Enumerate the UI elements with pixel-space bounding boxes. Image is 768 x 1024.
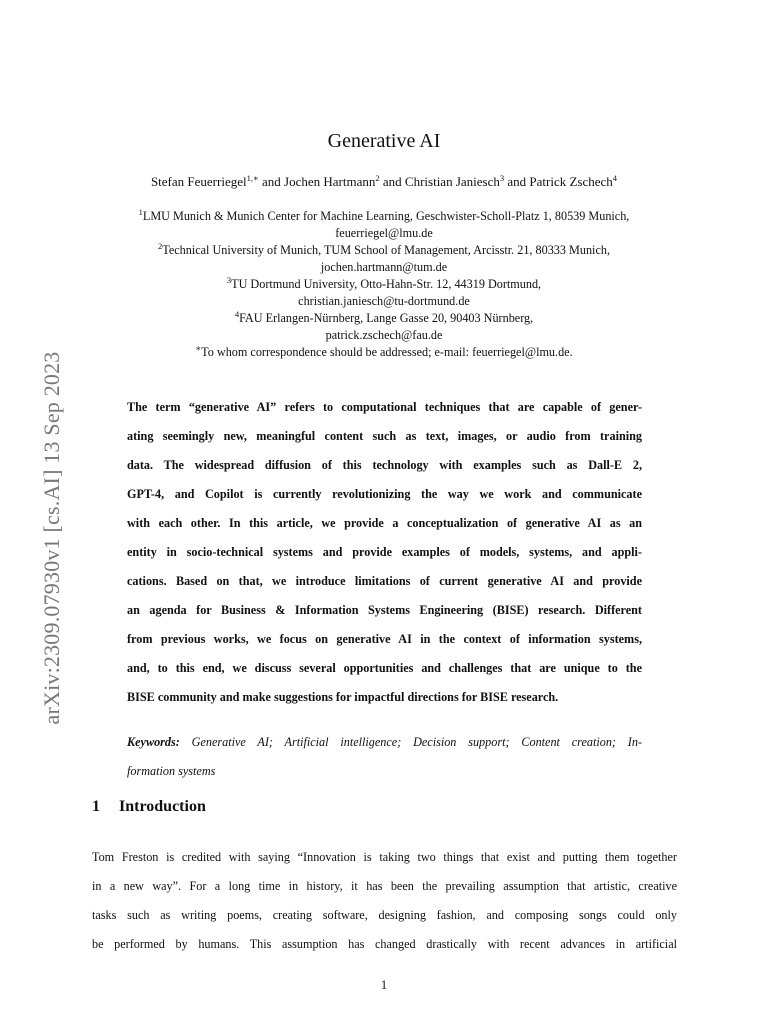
affil-mark: 2 xyxy=(157,241,163,251)
page-number: 1 xyxy=(380,978,388,992)
paper-title: Generative AI xyxy=(327,130,441,152)
affil-mark: 4 xyxy=(234,309,240,319)
author-name: Christian Janiesch xyxy=(404,174,500,189)
affiliation-text: Technical University of Munich, TUM School of Management, Arcisstr. 21, 80333 Munich, xyxy=(162,243,610,257)
author-affil-mark: 4 xyxy=(612,173,618,183)
body-line: in a new way”. For a long time in history, it has been the prevailing assumption that artistic, creative xyxy=(92,879,677,893)
abstract-line: entity in socio-technical systems and provide examples of models, systems, and appli- xyxy=(127,545,642,559)
affiliation-email xyxy=(90,327,678,344)
affil-mark: ∗ xyxy=(195,343,202,353)
author-name: Stefan Feuerriegel xyxy=(150,174,247,189)
author-separator: and xyxy=(504,174,530,189)
correspondence-text: To whom correspondence should be addressed; e-mail: feuerriegel@lmu.de. xyxy=(201,345,573,359)
affiliations xyxy=(90,208,678,361)
abstract-line: and, to this end, we discuss several opportunities and challenges that are unique to the xyxy=(127,661,642,675)
author-separator: and xyxy=(258,174,285,189)
intro-paragraph xyxy=(92,843,677,959)
abstract xyxy=(127,393,642,712)
abstract-line: with each other. In this article, we provide a conceptualization of generative AI as an xyxy=(127,516,642,530)
section-heading xyxy=(92,798,206,816)
body-line: Tom Freston is credited with saying “Innovation is taking two things that exist and putting them together xyxy=(92,850,677,864)
affiliation-line xyxy=(90,208,678,225)
abstract-line: BISE community and make suggestions for impactful directions for BISE research. xyxy=(127,690,559,704)
affiliation-line xyxy=(90,242,678,259)
affiliation-line xyxy=(90,276,678,293)
affil-mark: 1 xyxy=(138,207,143,217)
abstract-line: from previous works, we focus on generative AI in the context of information systems, xyxy=(127,632,642,646)
keywords-line xyxy=(127,728,642,757)
affiliation-text: christian.janiesch@tu-dortmund.de xyxy=(298,294,470,308)
affiliation-text: feuerriegel@lmu.de xyxy=(335,226,433,240)
correspondence-note xyxy=(90,344,678,361)
author-name: Patrick Zschech xyxy=(529,174,613,189)
abstract-line: data. The widespread diffusion of this technology with examples such as Dall-E 2, xyxy=(127,458,642,472)
body-line: tasks such as writing poems, creating software, designing fashion, and composing songs could only xyxy=(92,908,677,922)
author-name: Jochen Hartmann xyxy=(284,174,376,189)
author-affil-mark: 2 xyxy=(375,173,380,183)
abstract-line: cations. Based on that, we introduce limitations of current generative AI and provide xyxy=(127,574,642,588)
keywords-text: Generative AI; Artificial intelligence; Decision support; Content creation; In- xyxy=(191,735,642,749)
keywords xyxy=(127,728,642,786)
keywords-line: formation systems xyxy=(127,764,216,778)
body-line: be performed by humans. This assumption has changed drastically with recent advances in artificial xyxy=(92,937,677,951)
affiliation-email xyxy=(90,225,678,242)
arxiv-stamp: arXiv:2309.07930v1 [cs.AI] 13 Sep 2023 xyxy=(39,351,64,725)
abstract-line: The term “generative AI” refers to computational techniques that are capable of gener- xyxy=(127,400,642,414)
abstract-line: ating seemingly new, meaningful content such as text, images, or audio from training xyxy=(127,429,642,443)
author-affil-mark: 1,∗ xyxy=(246,173,259,183)
affiliation-email xyxy=(90,293,678,310)
affiliation-text: FAU Erlangen-Nürnberg, Lange Gasse 20, 90403 Nürnberg, xyxy=(239,311,534,325)
affiliation-text: TU Dortmund University, Otto-Hahn-Str. 12, 44319 Dortmund, xyxy=(231,277,542,291)
affiliation-email xyxy=(90,259,678,276)
section-number: 1 xyxy=(92,798,100,815)
author-separator: and xyxy=(379,174,405,189)
affil-mark: 3 xyxy=(226,275,232,285)
author-affil-mark: 3 xyxy=(499,173,505,183)
author-line xyxy=(0,174,768,190)
keywords-label: Keywords: xyxy=(127,735,180,749)
section-title: Introduction xyxy=(119,798,206,815)
affiliation-text: jochen.hartmann@tum.de xyxy=(320,260,448,274)
affiliation-text: LMU Munich & Munich Center for Machine Learning, Geschwister-Scholl-Platz 1, 80539 Munich, xyxy=(142,209,630,223)
abstract-line: an agenda for Business & Information Systems Engineering (BISE) research. Different xyxy=(127,603,642,617)
affiliation-line xyxy=(90,310,678,327)
affiliation-text: patrick.zschech@fau.de xyxy=(325,328,443,342)
abstract-line: GPT-4, and Copilot is currently revolutionizing the way we work and communicate xyxy=(127,487,642,501)
